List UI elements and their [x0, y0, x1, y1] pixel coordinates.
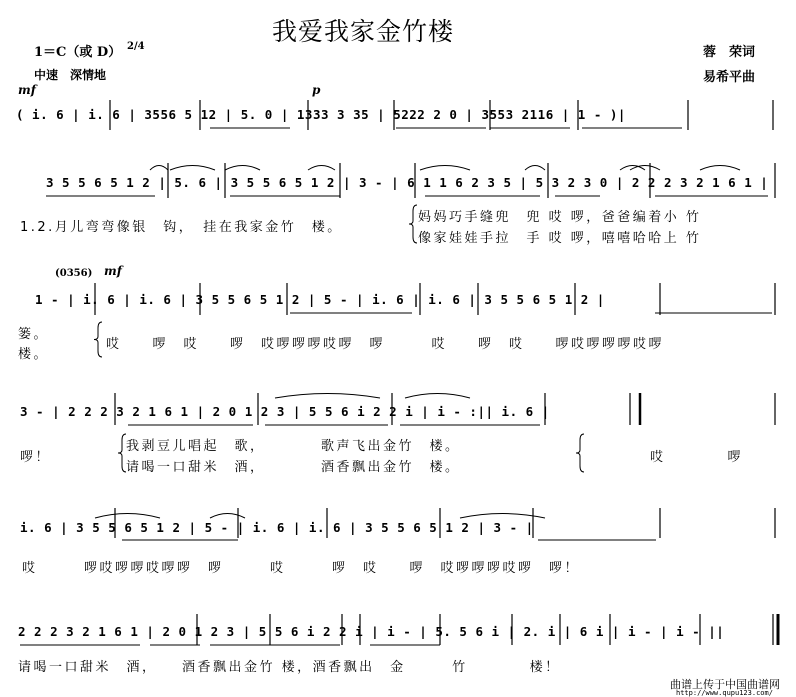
lyricist-credit: 蓉 荣词 — [703, 45, 756, 60]
lyric-brace — [409, 205, 417, 243]
page-title: 我爱我家金竹楼 — [272, 17, 455, 46]
dynamic-mark: mf — [104, 264, 122, 278]
slur — [225, 166, 260, 171]
staff-line: ( i. 6 | i. 6 | 3556 5 12 | 5. 0 | 1333 3 35 | 5222 2 0 | 3553 2116 | 1 - )| — [16, 107, 626, 122]
staff-line: 2 2 2 3 2 1 6 1 | 2 0 1 2 3 | 5 5 6 i 2 2 i | i - | 5. 5 6 i | 2. i | 6 i | i - | i - || — [18, 624, 725, 639]
slur — [700, 166, 740, 171]
lyric-line: 哎 啰 — [650, 450, 744, 465]
lyric-brace — [118, 434, 126, 472]
lyric-line: 妈妈巧手缝兜 兜 哎 啰，爸爸编着小 竹 — [418, 210, 702, 225]
staff-line: 3 5 5 6 5 1 2 | 5. 6 | 3 5 5 6 5 1 2 | 3 - | 6 1 1 6 2 3 5 | 5 3 2 3 0 | 2 2 2 3 2 1 6 1 | — [46, 175, 769, 190]
slur — [210, 514, 245, 519]
cue-note: (0356) — [55, 268, 93, 279]
slur — [420, 166, 470, 171]
slur — [95, 514, 160, 519]
lyric-line: 我剥豆儿唱起 歌， 歌声飞出金竹 楼。 — [126, 439, 461, 454]
tempo-marking: 中速 深情地 — [34, 68, 107, 82]
dynamic-mark: p — [312, 83, 321, 97]
watermark-text: 曲谱上传于中国曲谱网 — [670, 678, 780, 691]
lyric-line: 哎 啰 哎 啰 哎啰啰啰哎啰 啰 哎 啰 哎 啰哎啰啰啰哎啰 — [106, 337, 665, 352]
lyric-brace — [576, 434, 584, 472]
dynamic-mark: mf — [18, 83, 36, 97]
lyric-line: 请喝一口甜米 酒， 酒香飘出金竹 楼。 — [126, 460, 461, 475]
lyric-line: 楼。 — [18, 347, 50, 362]
slur — [525, 166, 545, 171]
key-signature: 1＝C（或 D） — [34, 45, 122, 60]
slur — [460, 514, 545, 519]
staff-line: 3 - | 2 2 2 3 2 1 6 1 | 2 0 1 2 3 | 5 5 6 i 2 2 i | i - :|| i. 6 | — [20, 404, 550, 419]
lyric-line: 篓。 — [18, 327, 50, 342]
lyric-line: 啰！ — [20, 450, 52, 465]
slur — [630, 166, 660, 171]
lyric-line: 哎 啰哎啰啰哎啰啰 啰 哎 啰 哎 啰 哎啰啰啰哎啰 啰！ — [22, 561, 581, 576]
lyric-line: 1.2.月儿弯弯像银 钩， 挂在我家金竹 楼。 — [20, 220, 343, 235]
time-signature: 2/4 — [127, 41, 145, 52]
slur — [308, 166, 335, 171]
staff-line: 1 - | i. 6 | i. 6 | 3 5 5 6 5 1 2 | 5 - | i. 6 | i. 6 | 3 5 5 6 5 1 2 | — [35, 292, 605, 307]
composer-credit: 易希平曲 — [703, 70, 756, 85]
watermark-url: http://www.qupu123.com/ — [676, 689, 773, 697]
slur — [405, 394, 470, 399]
slur — [150, 166, 168, 171]
lyric-line: 请喝一口甜米 酒， 酒香飘出金竹 楼，酒香飘出 金 竹 楼！ — [18, 660, 561, 675]
staff-line: i. 6 | 3 5 5 6 5 1 2 | 5 - | i. 6 | i. 6 | 3 5 5 6 5 1 2 | 3 - | — [20, 520, 534, 535]
slur — [170, 166, 215, 171]
lyric-brace — [94, 322, 102, 357]
slur — [275, 394, 380, 399]
lyric-line: 像家娃娃手拉 手 哎 啰，嘻嘻哈哈上 竹 — [418, 231, 702, 246]
